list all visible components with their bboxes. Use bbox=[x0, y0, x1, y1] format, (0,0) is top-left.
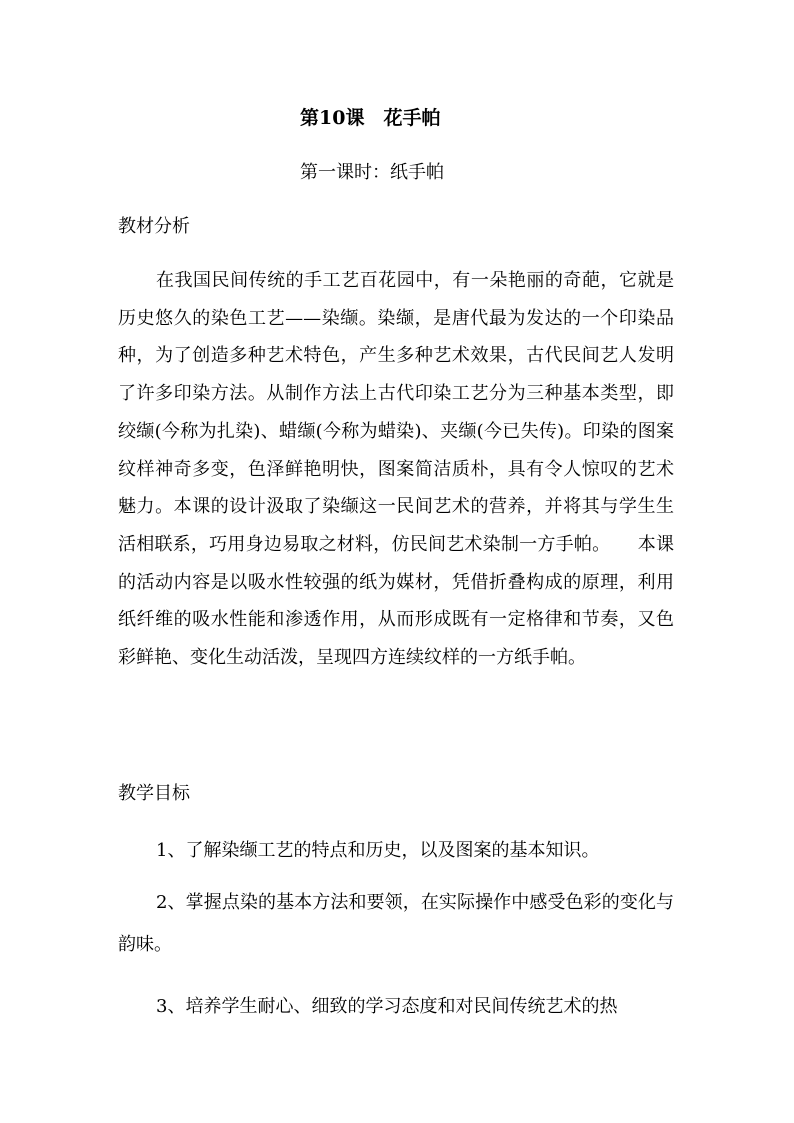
goal-item-2: 2、掌握点染的基本方法和要领，在实际操作中感受色彩的变化与韵味。 bbox=[118, 892, 674, 955]
lesson-title: 第10课 花手帕 bbox=[300, 107, 441, 129]
goal-item-1: 1、了解染缬工艺的特点和历史，以及图案的基本知识。 bbox=[156, 840, 600, 861]
analysis-heading: 教材分析 bbox=[118, 216, 190, 237]
goals-heading: 教学目标 bbox=[118, 783, 190, 804]
lesson-subtitle: 第一课时：纸手帕 bbox=[300, 162, 444, 183]
analysis-paragraph: 在我国民间传统的手工艺百花园中，有一朵艳丽的奇葩，它就是历史悠久的染色工艺——染缬。染缬，是唐代最为发达的一个印染品种，为了创造多种艺术特色，产生多种艺术效果，古代民间艺人发明了许多印染方法。从制作方法上古代印染工艺分为三种基本类型，即绞缬(今称为扎染)、蜡缬(今称为蜡染)、夹缬(今已失传)。印染的图案纹样神奇多变，色泽鲜艳明快，图案简洁质朴，具有令人惊叹的艺术魅力。本课的设计汲取了染缬这一民间艺术的营养，并将其与学生生活相联系，巧用身边易取之材料，仿民间艺术染制一方手帕。 本课的活动内容是以吸水性较强的纸为媒材，凭借折叠构成的原理，利用纸纤维的吸水性能和渗透作用，从而形成既有一定格律和节奏，又色彩鲜艳、变化生动活泼，呈现四方连续纹样的一方纸手帕。 bbox=[118, 270, 674, 669]
goal-item-3: 3、培养学生耐心、细致的学习态度和对民间传统艺术的热 bbox=[156, 996, 618, 1017]
